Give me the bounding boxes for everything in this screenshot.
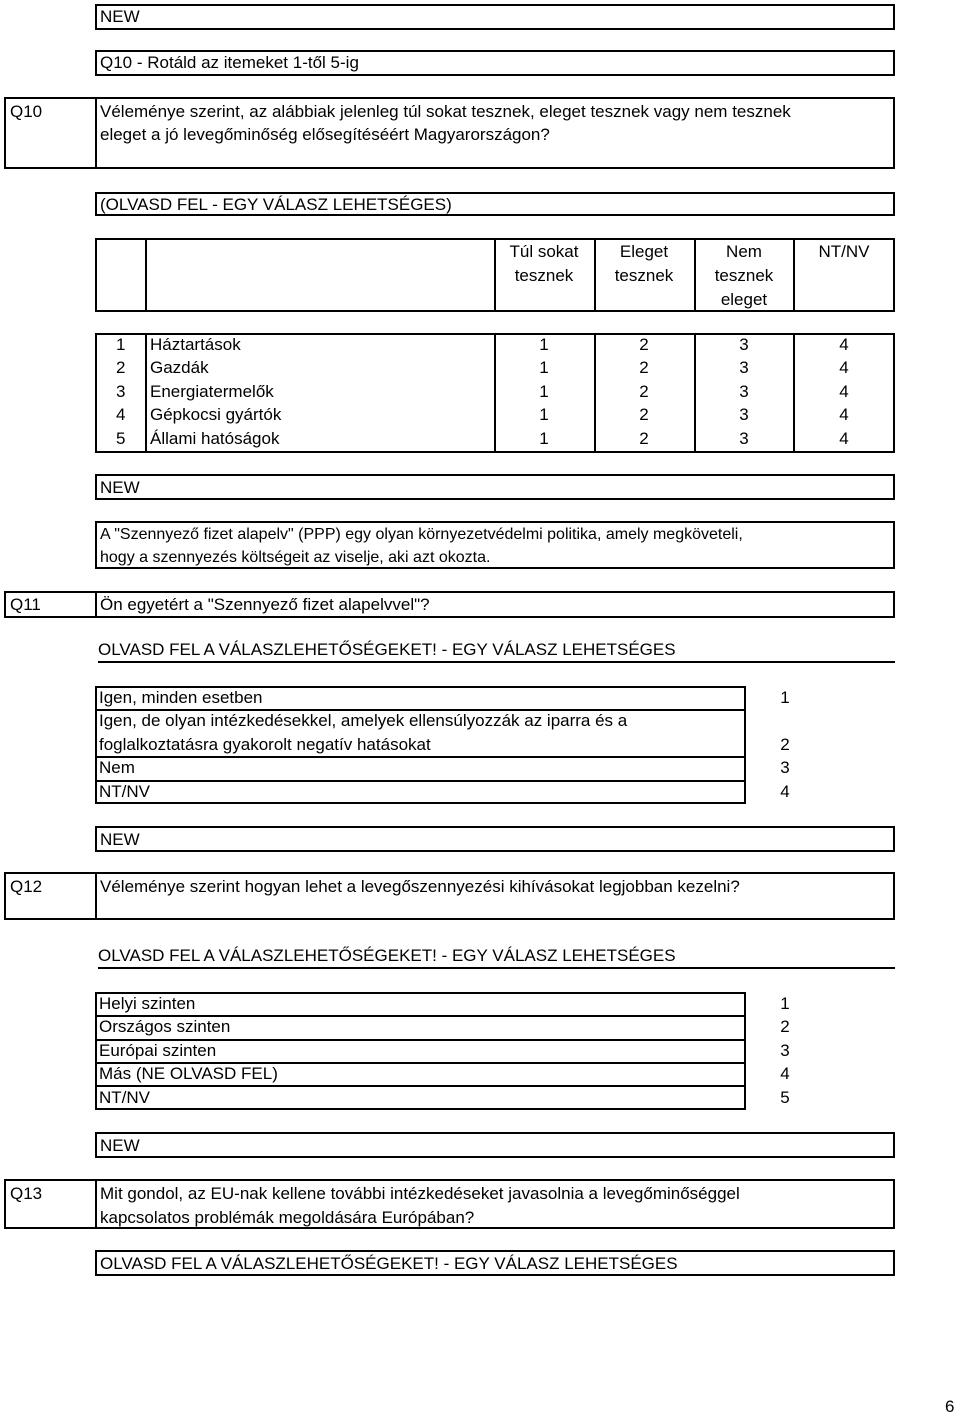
- q10-row-code: 3: [739, 405, 749, 424]
- q10-col-too-much: [494, 240, 594, 288]
- q10-rotate-note: Q10 - Rotáld az itemeket 1-től 5-ig: [100, 53, 359, 72]
- q13-question-box: [95, 1179, 895, 1229]
- q10-row-num: 3: [116, 382, 126, 401]
- q10-row-num: 4: [116, 405, 126, 424]
- q10-col-dk: [794, 240, 894, 264]
- q12-option-code: 2: [780, 1017, 790, 1036]
- q11-intro-line2: hogy a szennyezés költségeit az viselje, aki azt okozta.: [100, 549, 491, 566]
- q11-instruction: OLVASD FEL A VÁLASZLEHETŐSÉGEKET! - EGY VÁLASZ LEHETSÉGES: [98, 639, 895, 663]
- q10-row-code: 1: [539, 335, 549, 354]
- q10-row-code: 1: [539, 429, 549, 448]
- q10-row-code: 4: [839, 335, 849, 354]
- q10-row-code: 2: [639, 358, 649, 377]
- q12-instruction: OLVASD FEL A VÁLASZLEHETŐSÉGEKET! - EGY VÁLASZ LEHETSÉGES: [98, 945, 895, 969]
- new-label: NEW: [100, 1136, 140, 1155]
- q10-row-code: 2: [639, 382, 649, 401]
- q10-rotate-note-box: [95, 50, 895, 76]
- new-label-box: [95, 474, 895, 500]
- q12-code-box: [4, 872, 97, 920]
- q10-row-num: 1: [116, 335, 126, 354]
- q10-row-code: 3: [739, 382, 749, 401]
- q12-code: Q12: [10, 877, 43, 896]
- q10-col-too-much-line2: tesznek: [514, 266, 574, 285]
- q10-instruction-box: [95, 192, 895, 216]
- q12-option-label: NT/NV: [99, 1088, 150, 1107]
- q13-code-box: [4, 1179, 97, 1229]
- q10-question-line1: Véleménye szerint, az alábbiak jelenleg túl sokat tesznek, eleget tesznek vagy nem tesznek: [100, 102, 791, 121]
- page-number: 6: [945, 1397, 955, 1416]
- q12-option-label: Más (NE OLVASD FEL): [99, 1064, 278, 1083]
- q10-row-label: Háztartások: [150, 335, 241, 354]
- q10-col-too-much-line1: Túl sokat: [509, 242, 579, 261]
- q12-option-code: 3: [780, 1041, 790, 1060]
- q11-option-label-line2: foglalkoztatásra gyakorolt negatív hatásokat: [99, 735, 431, 754]
- q11-option-label: Igen, minden esetben: [99, 688, 263, 707]
- q13-question-line2: kapcsolatos problémák megoldására Európában?: [100, 1208, 475, 1227]
- q13-question-line1: Mit gondol, az EU-nak kellene további intézkedéseket javasolnia a levegőminőséggel: [100, 1184, 740, 1203]
- q11-option-code: 1: [780, 688, 790, 707]
- q10-code-box: [4, 97, 97, 169]
- q12-option-label: Helyi szinten: [99, 994, 196, 1013]
- q10-row-num: 2: [116, 358, 126, 377]
- q10-row-label: Állami hatóságok: [150, 429, 280, 448]
- q11-option-label: Igen, de olyan intézkedésekkel, amelyek ellensúlyozzák az iparra és a: [99, 711, 628, 730]
- q12-question-box: [95, 872, 895, 920]
- q10-instruction: (OLVASD FEL - EGY VÁLASZ LEHETSÉGES): [100, 195, 452, 214]
- q10-row-code: 4: [839, 405, 849, 424]
- new-label-box: [95, 1132, 895, 1158]
- q10-row-code: 3: [739, 358, 749, 377]
- q10-question-box: [95, 97, 895, 169]
- q12-option-code: 4: [780, 1064, 790, 1083]
- q11-code: Q11: [10, 595, 41, 614]
- q13-code: Q13: [10, 1184, 43, 1203]
- q10-col-not-enough: [694, 240, 794, 312]
- q10-row-num: 5: [116, 429, 126, 448]
- q10-row-code: 4: [839, 382, 849, 401]
- q10-col-enough-line1: Eleget: [619, 242, 669, 261]
- new-label-box: [95, 4, 895, 30]
- q10-col-enough-line2: tesznek: [614, 266, 674, 285]
- q11-question: Ön egyetért a "Szennyező fizet alapelvvel"?: [100, 595, 430, 614]
- q10-col-not-enough-line2: tesznek: [714, 266, 774, 285]
- q10-row-code: 3: [739, 429, 749, 448]
- q10-row-code: 2: [639, 405, 649, 424]
- new-label: NEW: [100, 830, 140, 849]
- q10-question-line2: eleget a jó levegőminőség elősegítéséért Magyarországon?: [100, 125, 550, 144]
- q11-option-code: 2: [780, 735, 790, 754]
- q11-option-label: Nem: [99, 758, 135, 777]
- q10-row-code: 3: [739, 335, 749, 354]
- q12-option-label: Európai szinten: [99, 1041, 217, 1060]
- q13-instruction-box: [95, 1250, 895, 1276]
- q13-instruction: OLVASD FEL A VÁLASZLEHETŐSÉGEKET! - EGY VÁLASZ LEHETSÉGES: [100, 1254, 678, 1273]
- q11-option-code: 3: [780, 758, 790, 777]
- q12-option-code: 1: [780, 994, 790, 1013]
- q10-row-label: Gazdák: [150, 358, 209, 377]
- q10-code: Q10: [10, 102, 43, 121]
- q12-option-label: Országos szinten: [99, 1017, 231, 1036]
- q10-col-enough: [594, 240, 694, 288]
- q10-col-not-enough-line1: Nem: [726, 242, 762, 261]
- q11-intro-box: [95, 521, 895, 569]
- q10-row-code: 4: [839, 429, 849, 448]
- q10-row-label: Gépkocsi gyártók: [150, 405, 282, 424]
- new-label-box: [95, 826, 895, 852]
- q11-question-box: [95, 591, 895, 618]
- q11-code-box: [4, 591, 97, 618]
- q11-option-label: NT/NV: [99, 782, 150, 801]
- new-label: NEW: [100, 478, 140, 497]
- q10-row-code: 2: [639, 335, 649, 354]
- q12-question: Véleménye szerint hogyan lehet a levegőszennyezési kihívásokat legjobban kezelni?: [100, 877, 740, 896]
- q10-row-code: 1: [539, 382, 549, 401]
- q10-row-label: Energiatermelők: [150, 382, 274, 401]
- q10-row-code: 1: [539, 358, 549, 377]
- new-label: NEW: [100, 7, 140, 26]
- q12-option-code: 5: [780, 1088, 790, 1107]
- q10-row-code: 4: [839, 358, 849, 377]
- q10-row-code: 1: [539, 405, 549, 424]
- q11-option-code: 4: [780, 782, 790, 801]
- q10-col-not-enough-line3: eleget: [720, 290, 768, 309]
- q11-intro-line1: A "Szennyező fizet alapelv" (PPP) egy olyan környezetvédelmi politika, amely megköveteli,: [100, 526, 743, 543]
- q10-row-code: 2: [639, 429, 649, 448]
- q10-col-dk-line1: NT/NV: [818, 242, 870, 261]
